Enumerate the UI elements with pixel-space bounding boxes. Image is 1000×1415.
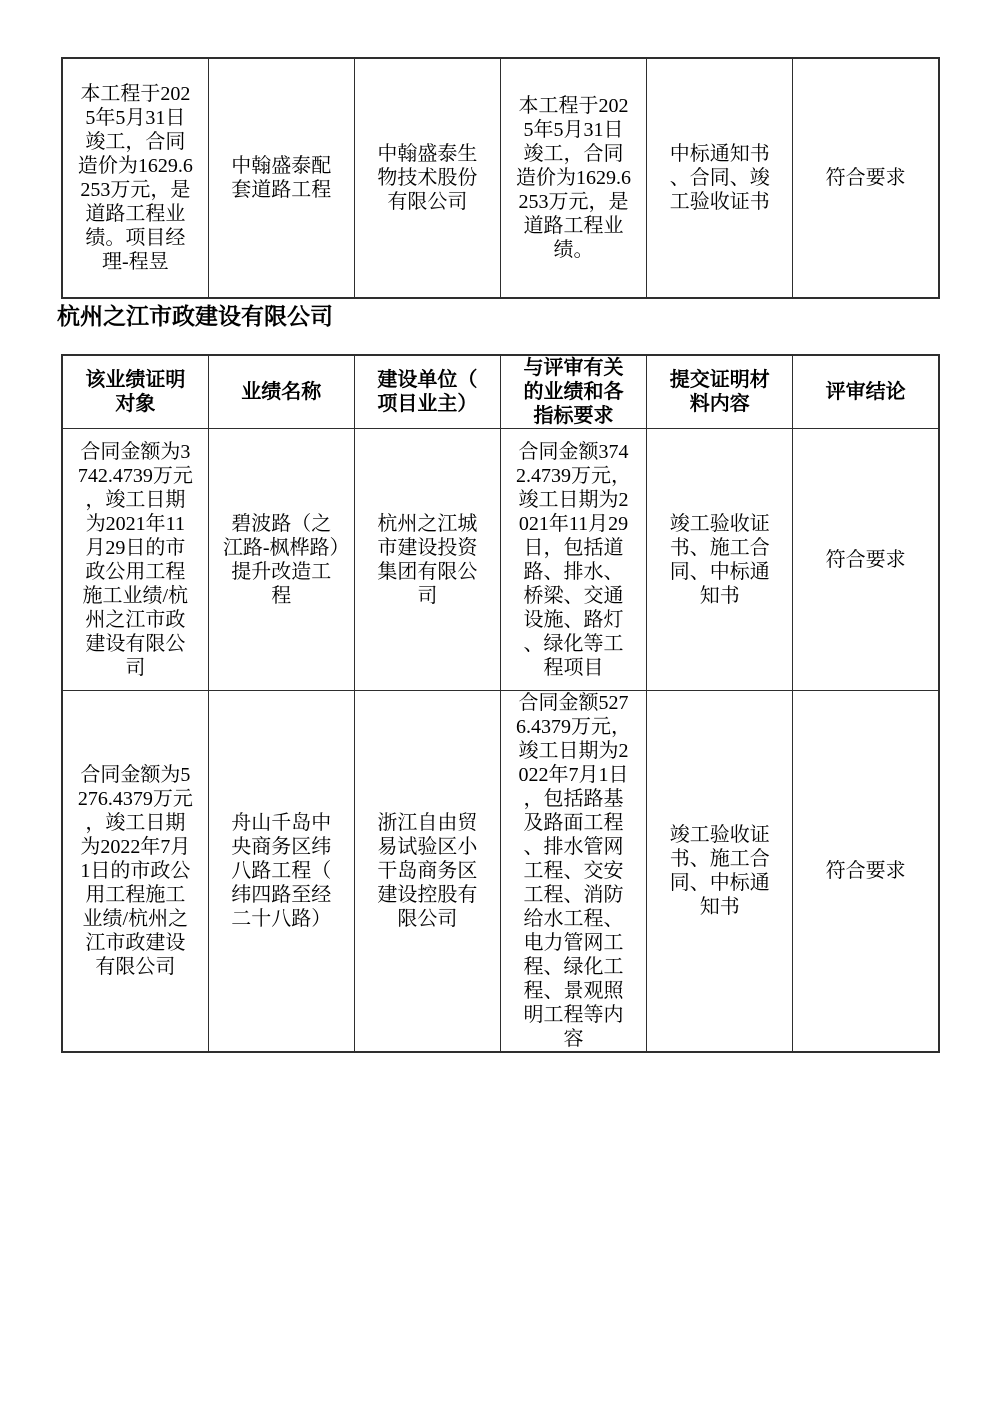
continuation-results-table <box>61 57 940 299</box>
cell-materials: 中标通知书、合同、竣工验收证书 <box>647 58 793 298</box>
performance-review-table <box>61 354 940 1053</box>
cell-review-requirements: 合同金额3742.4739万元，竣工日期为2021年11月29日，包括道路、排水、桥梁、交通设施、路灯、绿化等工程项目 <box>500 429 646 691</box>
cell-performance-object: 合同金额为3742.4739万元，竣工日期为2021年11月29日的市政公用工程施工业绩/杭州之江市政建设有限公司 <box>62 429 208 691</box>
bidder-name-heading: 杭州之江市政建设有限公司 <box>57 304 333 329</box>
col-header-materials: 提交证明材料内容 <box>647 355 793 429</box>
col-header-performance-name: 业绩名称 <box>208 355 354 429</box>
cell-performance-name: 舟山千岛中央商务区纬八路工程（纬四路至经二十八路） <box>208 691 354 1053</box>
cell-conclusion: 符合要求 <box>793 691 939 1053</box>
cell-conclusion: 符合要求 <box>793 429 939 691</box>
cell-performance-name: 中翰盛泰配套道路工程 <box>208 58 354 298</box>
cell-performance-name: 碧波路（之江路-枫桦路）提升改造工程 <box>208 429 354 691</box>
table-row <box>62 429 939 691</box>
cell-review-requirements: 本工程于2025年5月31日竣工，合同造价为1629.6253万元，是道路工程业绩。 <box>500 58 646 298</box>
cell-review-requirements: 合同金额5276.4379万元，竣工日期为2022年7月1日，包括路基及路面工程、排水管网工程、交安工程、消防给水工程、电力管网工程、绿化工程、景观照明工程等内容 <box>500 691 646 1053</box>
cell-conclusion: 符合要求 <box>793 58 939 298</box>
col-header-performance-object: 该业绩证明对象 <box>62 355 208 429</box>
cell-performance-object: 合同金额为5276.4379万元，竣工日期为2022年7月1日的市政公用工程施工业绩/杭州之江市政建设有限公司 <box>62 691 208 1053</box>
cell-owner: 杭州之江城市建设投资集团有限公司 <box>354 429 500 691</box>
table-row <box>62 691 939 1053</box>
cell-owner: 浙江自由贸易试验区小干岛商务区建设控股有限公司 <box>354 691 500 1053</box>
cell-owner: 中翰盛泰生物技术股份有限公司 <box>354 58 500 298</box>
col-header-owner: 建设单位（项目业主） <box>354 355 500 429</box>
cell-performance-object: 本工程于2025年5月31日竣工，合同造价为1629.6253万元，是道路工程业绩。项目经理-程昱 <box>62 58 208 298</box>
table-row <box>62 58 939 298</box>
cell-materials: 竣工验收证书、施工合同、中标通知书 <box>647 691 793 1053</box>
table-header-row <box>62 355 939 429</box>
cell-materials: 竣工验收证书、施工合同、中标通知书 <box>647 429 793 691</box>
col-header-conclusion: 评审结论 <box>793 355 939 429</box>
col-header-review-requirements: 与评审有关的业绩和各指标要求 <box>500 355 646 429</box>
